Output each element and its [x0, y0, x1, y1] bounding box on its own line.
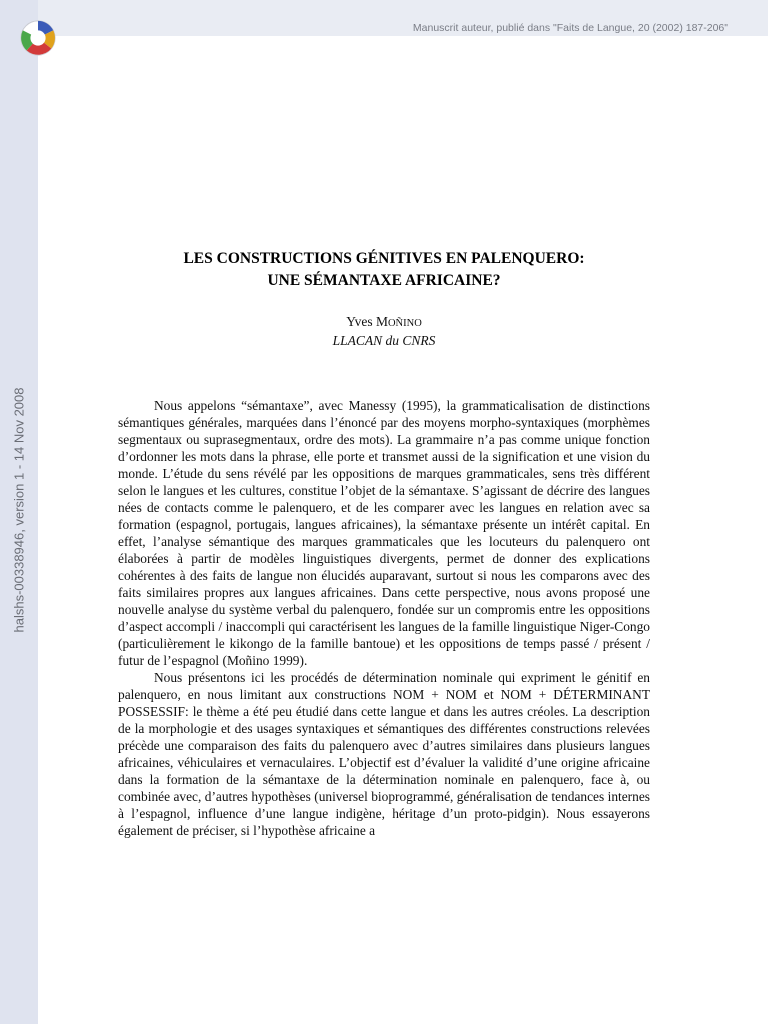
paragraph-1: Nous appelons “sémantaxe”, avec Manessy (1995), la grammaticalisation de distinctions sémantiques générales, marquées dans l’énoncé par des moyens morpho-syntaxiques (morphèmes segmentaux ou suprasegmentaux, ordre des mots). La grammaire n’a pas comme unique fonction d’ordonner les mots dans la phrase, elle porte et transmet aussi de la signification et une vision du monde. L’étude du sens révélé par les oppositions de marques grammaticales, sens très différent selon le langues et les cultures, constitue l’objet de la sémantaxe. S’agissant de décrire des langues nées de contacts comme le palenquero, et de les comparer avec les langues en relation avec sa formation (espagnol, portugais, langues africaines), la sémantaxe présente un intérêt capital. En effet, l’analyse sémantique des marques grammaticales que les locuteurs du palenquero ont élaborées à partir de modèles linguistiques divergents, permet de donner des explications cohérentes à des faits de langue non élucidés auparavant, surtout si nous les comparons avec des faits similaires propres aux langues africaines. Dans cette perspective, nous avons proposé une nouvelle analyse du système verbal du palenquero, fondée sur un compromis entre les oppositions d’aspect accompli / inaccompli qui caractérisent les langues de la famille linguistique Niger-Congo (particulièrement le kikongo de la famille bantoue) et les oppositions de temps passé / présent / futur de l’espagnol (Moñino 1999). — [118, 398, 650, 668]
article-body — [118, 397, 650, 839]
hal-archive-logo-icon — [19, 19, 57, 57]
paragraph-2: Nous présentons ici les procédés de détermination nominale qui expriment le génitif en palenquero, en nous limitant aux constructions NOM + NOM et NOM + DÉTERMINANT POSSESSIF: le thème a été peu étudié dans cette langue et dans les autres créoles. La description de la morphologie et des usages syntaxiques et sémantiques des différentes constructions relevées précède une comparaison des faits du palenquero avec d’autres similaires dans plusieurs langues africaines, véhiculaires et vernaculaires. L’objectif est d’évaluer la validité d’une origine africaine dans la formation de la sémantaxe de la détermination nominale en palenquero, face à, ou combinée avec, d’autres hypothèses (universel bioprogrammé, généralisation de tendances internes à l’espagnol, influence d’une langue indigène, héritage d’un proto-pidgin). Nous essayerons également de préciser, si l’hypothèse africaine a — [118, 670, 650, 838]
author-name — [118, 313, 650, 332]
publication-note: Manuscrit auteur, publié dans "Faits de Langue, 20 (2002) 187-206" — [412, 22, 728, 34]
author-block — [118, 313, 650, 349]
affiliation: LLACAN du CNRS — [332, 333, 436, 348]
author-last: OÑINO — [387, 318, 422, 329]
hal-identifier: halshs-00338946, version 1 - 14 Nov 2008 — [11, 387, 27, 633]
author-first: Yves M — [346, 314, 388, 329]
article-title — [118, 248, 650, 292]
title-line-1: LES CONSTRUCTIONS GÉNITIVES EN PALENQUERO: — [183, 250, 585, 267]
title-line-2: UNE SÉMANTAXE AFRICAINE? — [267, 272, 501, 289]
